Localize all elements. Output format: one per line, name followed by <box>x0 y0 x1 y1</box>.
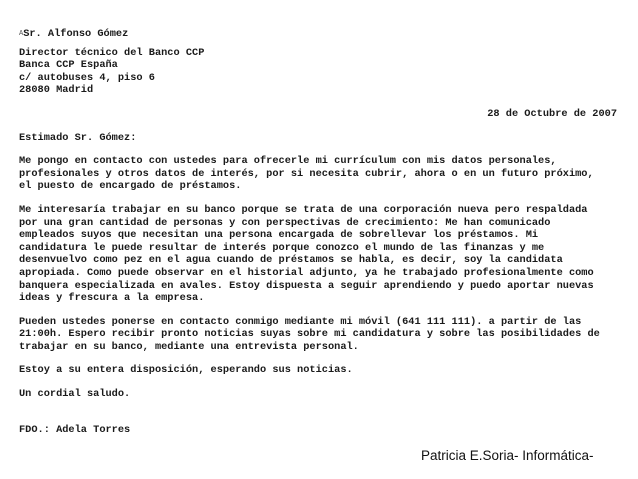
paragraph-motivation <box>19 204 619 305</box>
address-line: Director técnico del Banco CCP <box>19 46 205 59</box>
paragraph-line: Pueden ustedes ponerse en contacto conmigo mediante mi móvil (641 111 111). a partir de las <box>19 315 582 328</box>
letter-date: 28 de Octubre de 2007 <box>487 107 617 120</box>
address-line: 28080 Madrid <box>19 84 94 97</box>
recipient-mark: A <box>19 30 24 38</box>
paragraph-line: candidatura le puede resultar de interés porque conozco el mundo de las finanzas y me <box>19 241 545 254</box>
address-line: Banca CCP España <box>19 59 118 72</box>
paragraph-line: empleados suyos que necesitan una persona encargada de sobrellevar los préstamos. Mi <box>19 229 539 242</box>
address-line: c/ autobuses 4, piso 6 <box>19 71 155 84</box>
signature: FDO.: Adela Torres <box>19 423 131 436</box>
paragraph-contact <box>19 316 619 354</box>
paragraph-line: el puesto de encargado de préstamos. <box>19 180 242 193</box>
paragraph-line: profesionales y otros datos de interés, por si necesita cubrir, ahora o en un futuro próximo, <box>19 167 594 180</box>
paragraph-line: desenvuelvo como pez en el agua cuando de préstamos se habla, es decir, soy la candidata <box>19 254 563 267</box>
paragraph-line: por una gran cantidad de personas y con perspectivas de crecimiento: Me han comunicado <box>19 216 551 229</box>
closing: Un cordial saludo. <box>19 388 131 401</box>
greeting: Estimado Sr. Gómez: <box>19 131 137 144</box>
letter <box>19 28 619 436</box>
footer-author: Patricia E.Soria- Informática- <box>421 448 594 463</box>
paragraph-line: ideas y frescura a la empresa. <box>19 292 205 305</box>
paragraph-line: Me interesaría trabajar en su banco porque se trata de una corporación nueva pero respaldada <box>19 203 588 216</box>
paragraph-intro <box>19 155 619 193</box>
paragraph-line: Me pongo en contacto con ustedes para ofrecerle mi currículum con mis datos personales, <box>19 155 557 168</box>
recipient-line <box>19 28 619 41</box>
paragraph-availability: Estoy a su entera disposición, esperando sus noticias. <box>19 364 353 377</box>
paragraph-line: banquera especializada en avales. Estoy dispuesta a seguir aprendiendo y puedo aportar nuevas <box>19 279 594 292</box>
recipient-address <box>19 47 619 97</box>
recipient-name: Sr. Alfonso Gómez <box>23 28 129 40</box>
paragraph-line: 21:00h. Espero recibir pronto noticias suyas sobre mi candidatura y sobre las posibilidades de <box>19 328 600 341</box>
paragraph-line: apropiada. Como puede observar en el historial adjunto, ya he trabajado profesionalmente como <box>19 266 594 279</box>
paragraph-line: trabajar en su banco, mediante una entrevista personal. <box>19 340 359 353</box>
